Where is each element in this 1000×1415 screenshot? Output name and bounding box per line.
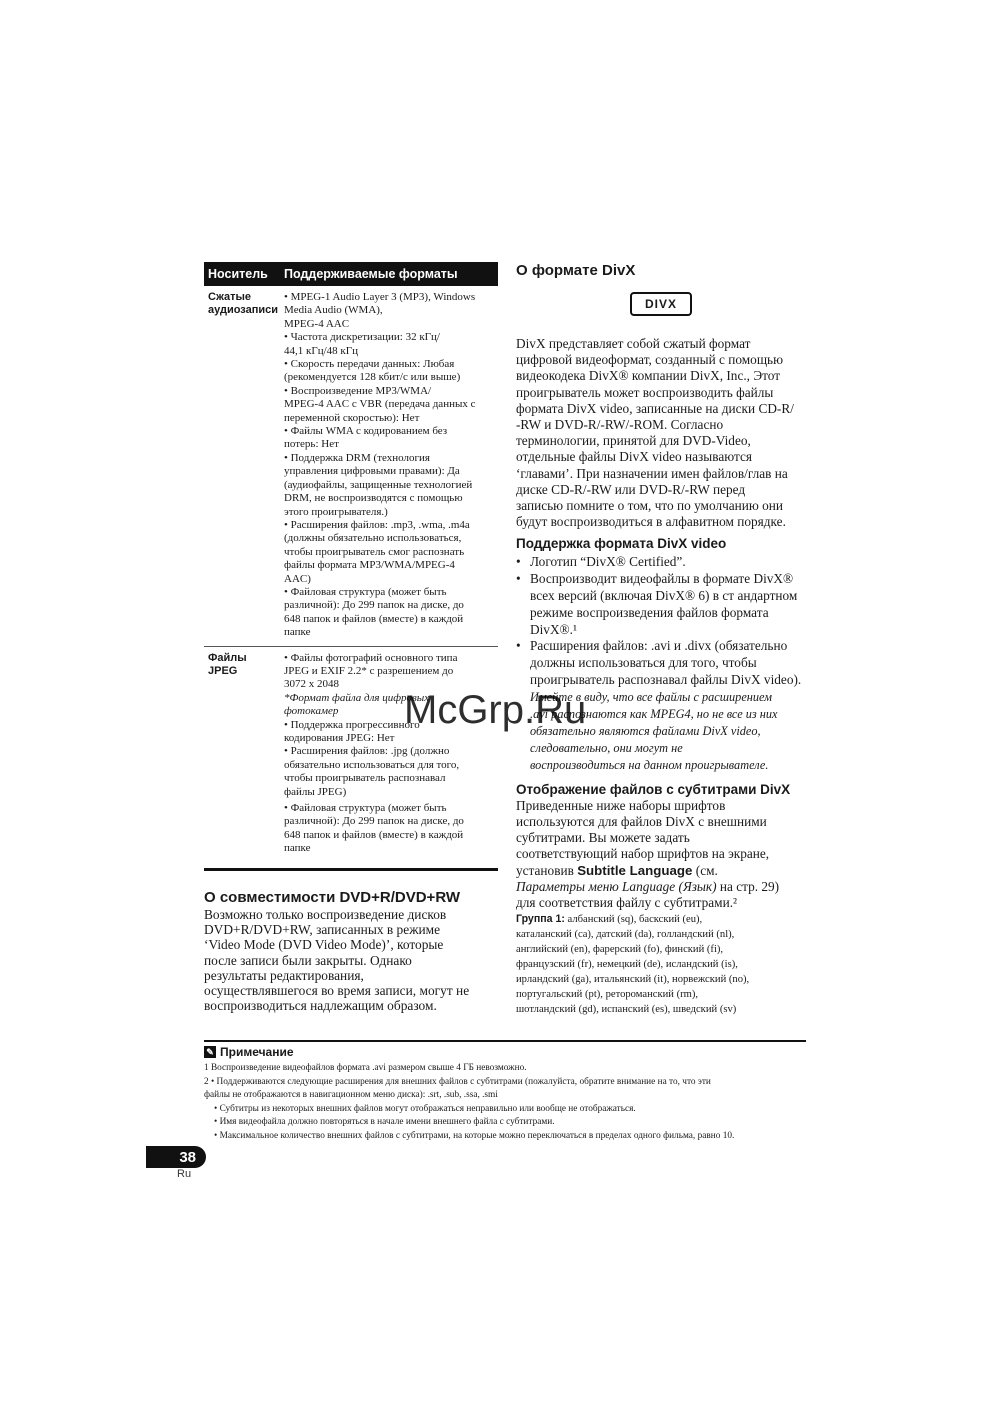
footnote-2-item: • Максимальное количество внешних файлов с субтитрами, на которые можно переключаться в пределах одного фильма, равно 10. — [214, 1130, 735, 1141]
format-item: • Расширения файлов: .jpg (должно обязательно использоваться для того, чтобы проигрыватель распознавал файлы JPEG) — [284, 745, 460, 798]
format-footnote: *Формат файла для цифровых фотокамер — [284, 691, 430, 718]
page-number: 38 — [146, 1146, 206, 1168]
language-menu-reference: Параметры меню Language (Язык) — [516, 878, 717, 894]
list-item: • Воспроизводит видеофайлы в формате DivX® всех версий (включая DivX® 6) в ст андартном режиме воспроизведения файлов формата DivX®.¹ — [516, 571, 806, 638]
footnote-2-item: • Субтитры из некоторых внешних файлов могут отображаться неправильно или вообще не отображаться. — [214, 1103, 636, 1114]
subtitle-text-3: на стр. 29) для соответствия файлу с субтитрами.² — [516, 878, 780, 911]
divx-support-title: Поддержка формата DivX video — [516, 536, 727, 552]
dvd-section-body: Возможно только воспроизведение дисков DVD+R/DVD+RW, записанных в режиме ‘Video Mode (DVD Video Mode)’, которые после записи были закрыты. Однако результаты редактирования, осуществлявшегося во время записи, могут не воспроизводиться надлежащим образом. — [204, 906, 470, 1014]
format-item: • Воспроизведение MP3/WMA/ MPEG-4 AAC с VBR (передача данных с переменной скоростью): Нет — [284, 384, 476, 424]
col-media-header: Носитель — [208, 267, 268, 281]
group-languages: албанский (sq), баскский (eu), каталанский (ca), датский (da), голландский (nl), английский (en), фарерский (fo), финский (fi), французский (fr), немецкий (de), исландский (is), ирландский (ga), итальянский (it), норвежский (no), португальский (pt), ретороманский (rm), шотландский (gd), испанский (es), шведский (sv) — [516, 914, 750, 1016]
dvd-section-title: О совместимости DVD+R/DVD+RW — [204, 888, 461, 906]
notes-title: Примечание — [220, 1045, 294, 1059]
footnote-1: 1 Воспроизведение видеофайлов формата .avi размером свыше 4 ГБ невозможно. — [204, 1063, 527, 1073]
subtitle-text-2: (см. — [692, 862, 718, 878]
note-pencil-icon: ✎ — [204, 1046, 216, 1058]
footnote-2: 2 • Поддерживаются следующие расширения для внешних файлов с субтитрами (пожалуйста, обратите внимание на то, что эти файлы не отображаются в навигационном меню диска): .srt, .sub, .ssa, .smi — [204, 1076, 711, 1101]
divx-logo-icon — [630, 292, 692, 316]
formats-cell — [284, 291, 498, 640]
divx-logo-text: DIVX — [644, 297, 677, 311]
media-cell: Файлы JPEG — [208, 651, 247, 677]
table-row — [204, 286, 498, 647]
formats-cell — [284, 652, 498, 856]
format-item: • Расширения файлов: .mp3, .wma, .m4a (должны обязательно использоваться, чтобы проигрыватель смог распознать файлы формата MP3/WMA/MPEG-4 AAC) — [284, 518, 470, 585]
footnote-2-item: • Имя видеофайла должно повторяться в начале имени внешнего файла с субтитрами. — [214, 1117, 555, 1128]
format-item: • Поддержка прогрессивного кодирования JPEG: Нет — [284, 718, 420, 744]
list-item: • Расширения файлов: .avi и .divx (обязательно должны использоваться для того, чтобы проигрыватель распознавал файлы DivX video). — [516, 638, 806, 688]
divx-subtitle-body — [516, 798, 806, 911]
left-column — [204, 262, 498, 1014]
table-bottom-rule — [204, 868, 498, 871]
divx-support-list — [516, 554, 806, 688]
table-row — [204, 647, 498, 862]
subtitle-language-setting: Subtitle Language — [577, 862, 693, 878]
divx-subtitle-title: Отображение файлов с субтитрами DivX — [516, 781, 791, 797]
divx-section-body: DivX представляет собой сжатый формат цифровой видеоформат, созданный с помощью видеокодека DivX® компании DivX, Inc., Этот проигрыватель может воспроизводить файлы формата DivX video, записанные на диски CD-R/ -RW и DVD-R/-RW/-ROM. Согласно терминологии, принятой для DVD-Video, отдельные файлы DivX video называются ‘главами’. При назначении имен файлов/глав на диске CD-R/-RW или DVD-R/-RW перед записью помните о том, что по умолчанию они будут воспроизводиться в алфавитном порядке. — [516, 336, 794, 530]
notes-section — [204, 1040, 806, 1144]
page-language: Ru — [177, 1168, 192, 1180]
subtitle-text-1: Приведенные ниже наборы шрифтов используются для файлов DivX с внешними субтитрами. Вы можете задать соответствующий набор шрифтов на экране, установив — [516, 797, 770, 878]
notes-header — [204, 1045, 806, 1059]
watermark: McGrp.Ru — [404, 688, 587, 732]
table-header — [204, 262, 498, 286]
format-item: • Файлы WMA с кодированием без потерь: Нет — [284, 425, 448, 451]
divx-extension-note: Имейте в виду, что все файлы с расширением .avi распознаются как MPEG4, но не все из них обязательно являются файлами DivX video, следовательно, они могут не воспроизводиться на данном проигрывателе. — [530, 689, 778, 772]
format-item: • Поддержка DRM (технология управления цифровыми правами): Да (аудиофайлы, защищенные технологией DRM, не воспроизводятся с помощью этого проигрывателя.) — [284, 451, 473, 518]
format-item: • Частота дискретизации: 32 кГц/ 44,1 кГц/48 кГц — [284, 331, 440, 357]
font-group-1 — [516, 912, 806, 1017]
format-item: • Скорость передачи данных: Любая (рекомендуется 128 кбит/с или выше) — [284, 358, 461, 384]
col-formats-header: Поддерживаемые форматы — [284, 267, 458, 281]
group-label: Группа 1: — [516, 913, 565, 926]
format-item: • Файлы фотографий основного типа JPEG и EXIF 2.2* с разрешением до 3072 x 2048 — [284, 651, 458, 691]
format-item: • Файловая структура (может быть различной): До 299 папок на диске, до 648 папок и файлов (вместе) в каждой папке — [284, 802, 464, 855]
media-cell: Сжатые аудиозаписи — [208, 291, 279, 316]
list-item: • Логотип “DivX® Certified”. — [516, 554, 806, 571]
format-item: • MPEG-1 Audio Layer 3 (MP3), Windows Media Audio (WMA), MPEG-4 AAC — [284, 291, 476, 330]
format-item: • Файловая структура (может быть различной): До 299 папок на диске, до 648 папок и файлов (вместе) в каждой папке — [284, 585, 464, 639]
divx-section-title: О формате DivX — [516, 262, 636, 279]
right-column — [516, 262, 806, 1017]
